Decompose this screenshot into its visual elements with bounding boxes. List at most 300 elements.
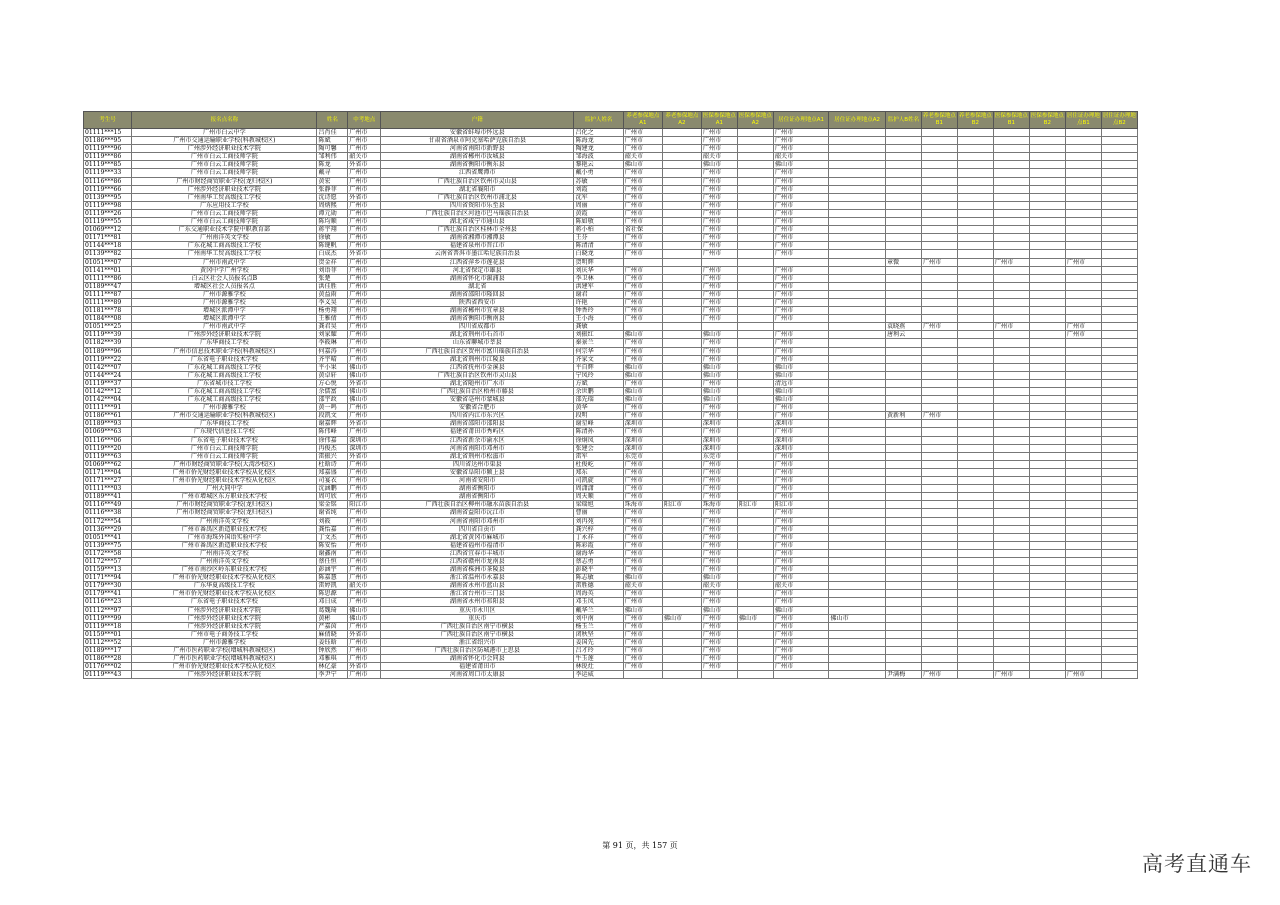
table-cell: 广州市侨光财经职业技术学校从化校区 — [132, 663, 317, 671]
table-cell: 广州市 — [701, 590, 737, 598]
table-cell: 广东华商技工学校 — [132, 339, 317, 347]
table-cell: 广州市 — [773, 549, 829, 557]
table-cell: 广州市 — [623, 177, 662, 185]
table-cell — [921, 638, 957, 646]
table-cell: 佛山市 — [348, 614, 381, 622]
table-cell — [921, 549, 957, 557]
table-cell — [829, 388, 886, 396]
table-cell: 01142***07 — [84, 363, 132, 371]
table-cell: 广州市 — [701, 298, 737, 306]
table-cell: 01189***41 — [84, 493, 132, 501]
table-cell: 广州市 — [348, 315, 381, 323]
table-cell — [662, 477, 701, 485]
table-cell — [662, 590, 701, 598]
table-cell: 广西壮族自治区钦州市灵山县 — [381, 371, 574, 379]
table-cell: 省社保 — [623, 226, 662, 234]
table-cell — [1029, 509, 1065, 517]
table-cell: 广东华商技工学校 — [132, 420, 317, 428]
table-cell: 外省市 — [348, 193, 381, 201]
table-cell — [829, 282, 886, 290]
table-cell: 周炳熙 — [317, 201, 348, 209]
table-cell: 佛山市 — [773, 396, 829, 404]
table-cell — [885, 622, 921, 630]
table-cell — [1101, 161, 1137, 169]
table-row — [84, 298, 1138, 306]
table-cell — [1101, 371, 1137, 379]
table-cell: 韶关市 — [623, 582, 662, 590]
table-cell: 广州市交通运输职业学校(科教城校区) — [132, 412, 317, 420]
table-cell: 福建省莆田市 — [381, 663, 574, 671]
table-cell: 广州市 — [773, 566, 829, 574]
table-cell — [921, 250, 957, 258]
table-cell — [662, 452, 701, 460]
table-row — [84, 145, 1138, 153]
table-cell: 广东省电子职业技术学校 — [132, 436, 317, 444]
table-cell: 李卫林 — [574, 274, 623, 282]
table-cell — [1065, 501, 1101, 509]
table-cell: 邓雅琪 — [317, 655, 348, 663]
table-cell — [885, 452, 921, 460]
table-cell — [1029, 655, 1065, 663]
table-cell: 广州市 — [773, 598, 829, 606]
table-cell — [921, 290, 957, 298]
table-cell: 段凯文 — [317, 412, 348, 420]
table-cell — [1065, 436, 1101, 444]
table-cell: 广州市番禺区新造职业技术学校 — [132, 541, 317, 549]
table-cell — [829, 533, 886, 541]
table-row — [84, 177, 1138, 185]
table-cell — [885, 266, 921, 274]
table-cell: 广州市 — [348, 226, 381, 234]
table-cell — [1029, 323, 1065, 331]
table-cell: 广州市 — [623, 404, 662, 412]
table-cell — [662, 647, 701, 655]
table-cell — [993, 347, 1029, 355]
table-cell: 广州市 — [773, 525, 829, 533]
table-row — [84, 274, 1138, 282]
table-cell — [662, 638, 701, 646]
table-cell: 01172***57 — [84, 557, 132, 565]
table-cell: 安徽省阜阳市颍上县 — [381, 468, 574, 476]
table-cell — [662, 428, 701, 436]
table-cell — [662, 258, 701, 266]
table-cell — [993, 298, 1029, 306]
table-cell: 广州市白云工商技师学院 — [132, 209, 317, 217]
table-cell — [737, 541, 773, 549]
column-header: 养老参保地点B2 — [957, 112, 993, 129]
table-cell: 江西省鹰潭市 — [381, 169, 574, 177]
table-cell: 谢星峰 — [574, 420, 623, 428]
table-cell — [1065, 363, 1101, 371]
table-cell — [662, 307, 701, 315]
column-header: 姓名 — [317, 112, 348, 129]
table-cell — [885, 234, 921, 242]
table-cell — [1029, 452, 1065, 460]
table-cell: 江西省新余市渝水区 — [381, 436, 574, 444]
table-cell — [993, 638, 1029, 646]
table-cell: 广州市 — [623, 590, 662, 598]
table-cell: 广州市 — [623, 242, 662, 250]
table-cell — [829, 242, 886, 250]
table-cell — [829, 396, 886, 404]
table-cell: 广州市 — [773, 428, 829, 436]
table-row — [84, 250, 1138, 258]
table-cell — [1029, 274, 1065, 282]
table-cell: 广州市 — [623, 549, 662, 557]
column-header: 居住证办理地点B1 — [1065, 112, 1101, 129]
table-cell: 广州市番禺区新造职业技术学校 — [132, 525, 317, 533]
table-cell: 广州市 — [773, 477, 829, 485]
table-cell — [885, 339, 921, 347]
table-cell — [921, 517, 957, 525]
table-cell — [1029, 258, 1065, 266]
table-cell — [957, 517, 993, 525]
table-cell: 佛山市 — [348, 388, 381, 396]
table-cell — [921, 606, 957, 614]
table-cell — [1065, 590, 1101, 598]
table-cell — [957, 201, 993, 209]
table-cell — [1065, 420, 1101, 428]
table-cell — [829, 622, 886, 630]
table-cell — [921, 153, 957, 161]
table-cell: 广州市 — [701, 477, 737, 485]
table-cell: 01111***91 — [84, 404, 132, 412]
table-cell — [885, 209, 921, 217]
table-cell: 广州市 — [773, 266, 829, 274]
table-cell — [1029, 161, 1065, 169]
table-cell: 广州市 — [773, 590, 829, 598]
table-cell: 刘冉苑 — [574, 517, 623, 525]
table-cell — [829, 630, 886, 638]
table-cell — [737, 428, 773, 436]
table-cell — [921, 234, 957, 242]
table-cell — [1065, 622, 1101, 630]
table-cell: 佛山市 — [701, 363, 737, 371]
table-cell: 广州市 — [701, 274, 737, 282]
table-cell — [829, 428, 886, 436]
table-cell — [662, 161, 701, 169]
table-cell: 章微 — [885, 258, 921, 266]
table-cell: 广州市 — [348, 323, 381, 331]
table-cell — [921, 590, 957, 598]
table-cell — [885, 598, 921, 606]
table-cell — [662, 274, 701, 282]
table-cell — [1101, 557, 1137, 565]
table-cell — [1065, 647, 1101, 655]
table-cell — [737, 177, 773, 185]
table-cell — [921, 630, 957, 638]
table-cell: 广州市 — [348, 347, 381, 355]
table-cell: 徐伟嘉 — [317, 436, 348, 444]
table-cell — [829, 234, 886, 242]
table-cell — [921, 201, 957, 209]
table-cell: 广州市 — [701, 234, 737, 242]
table-cell — [1029, 485, 1065, 493]
table-row — [84, 396, 1138, 404]
table-cell — [737, 218, 773, 226]
table-cell: 广州市 — [623, 355, 662, 363]
table-cell — [737, 460, 773, 468]
table-cell: 广州市 — [701, 622, 737, 630]
table-cell — [1065, 185, 1101, 193]
table-cell: 广州市 — [348, 549, 381, 557]
table-cell — [662, 129, 701, 137]
table-cell — [829, 209, 886, 217]
table-cell — [737, 606, 773, 614]
table-cell — [957, 671, 993, 679]
table-cell: 雷胜德 — [574, 582, 623, 590]
table-cell: 01116***49 — [84, 501, 132, 509]
table-cell — [885, 444, 921, 452]
table-row — [84, 428, 1138, 436]
table-cell — [1065, 298, 1101, 306]
table-cell — [1065, 315, 1101, 323]
table-cell — [1065, 266, 1101, 274]
table-cell — [885, 533, 921, 541]
table-cell — [1065, 242, 1101, 250]
table-cell — [1101, 315, 1137, 323]
table-cell — [885, 307, 921, 315]
table-cell — [1029, 582, 1065, 590]
table-cell: 广州市 — [348, 331, 381, 339]
table-cell: 邵先瑞 — [574, 396, 623, 404]
table-cell: 广州市 — [701, 266, 737, 274]
table-row — [84, 638, 1138, 646]
table-cell — [921, 209, 957, 217]
table-cell — [662, 460, 701, 468]
table-cell — [1029, 347, 1065, 355]
table-cell: 阳江市 — [773, 501, 829, 509]
watermark-logo: 高考直通车 — [1142, 852, 1252, 876]
table-cell: 重庆市 — [381, 614, 574, 622]
table-cell: 01112***97 — [84, 606, 132, 614]
table-cell: 01189***96 — [84, 347, 132, 355]
table-cell: 广州市 — [623, 638, 662, 646]
table-cell — [829, 169, 886, 177]
table-cell — [885, 404, 921, 412]
table-cell — [1065, 371, 1101, 379]
table-cell: 阳江市 — [662, 501, 701, 509]
table-cell — [885, 201, 921, 209]
table-cell — [921, 331, 957, 339]
table-cell — [662, 493, 701, 501]
table-cell — [885, 436, 921, 444]
table-cell — [1065, 169, 1101, 177]
table-cell: 01186***95 — [84, 137, 132, 145]
table-cell — [662, 541, 701, 549]
table-cell: 广州市 — [623, 493, 662, 501]
table-cell — [737, 242, 773, 250]
table-cell: 湖南省衡阳市衡南县 — [381, 315, 574, 323]
table-cell — [662, 250, 701, 258]
table-row — [84, 218, 1138, 226]
table-cell — [1101, 582, 1137, 590]
table-cell: 广州市 — [348, 590, 381, 598]
table-cell: 01119***55 — [84, 218, 132, 226]
table-cell — [1029, 315, 1065, 323]
table-cell — [921, 282, 957, 290]
table-cell: 广州市 — [623, 485, 662, 493]
table-cell — [662, 630, 701, 638]
table-cell — [885, 169, 921, 177]
table-cell — [829, 436, 886, 444]
table-cell — [1101, 298, 1137, 306]
table-cell — [737, 412, 773, 420]
table-cell — [957, 226, 993, 234]
table-cell: 四川省成都市 — [381, 323, 574, 331]
table-cell: 广州市 — [701, 517, 737, 525]
table-cell — [1065, 209, 1101, 217]
table-cell — [993, 161, 1029, 169]
table-cell — [993, 404, 1029, 412]
table-cell — [885, 460, 921, 468]
table-cell — [993, 557, 1029, 565]
table-cell — [1101, 363, 1137, 371]
table-cell: 广东交通职业技术学院中职教育部 — [132, 226, 317, 234]
table-row — [84, 323, 1138, 331]
table-cell: 广州市信息技术职业学校(科教城校区) — [132, 347, 317, 355]
table-body — [84, 129, 1138, 679]
table-cell — [829, 598, 886, 606]
table-cell: 01119***39 — [84, 331, 132, 339]
table-cell — [885, 274, 921, 282]
table-cell: 江西省宜春市丰城市 — [381, 549, 574, 557]
table-cell — [993, 185, 1029, 193]
table-cell — [1029, 638, 1065, 646]
table-cell — [885, 250, 921, 258]
table-cell: 唐利云 — [885, 331, 921, 339]
table-cell — [737, 266, 773, 274]
table-cell: 广州市 — [623, 218, 662, 226]
table-cell — [993, 493, 1029, 501]
table-cell — [957, 218, 993, 226]
table-cell: 佛山市 — [701, 574, 737, 582]
table-cell — [1029, 250, 1065, 258]
table-cell — [1065, 226, 1101, 234]
table-cell — [921, 226, 957, 234]
table-cell: 广州市 — [701, 468, 737, 476]
table-cell — [957, 460, 993, 468]
table-cell — [1101, 347, 1137, 355]
table-cell: 广州市 — [348, 201, 381, 209]
table-row — [84, 460, 1138, 468]
table-cell: 王芬 — [574, 234, 623, 242]
table-cell: 广州市 — [701, 614, 737, 622]
table-cell: 贺金祥 — [317, 258, 348, 266]
table-cell: 广州市 — [348, 517, 381, 525]
table-cell — [993, 274, 1029, 282]
table-cell — [957, 485, 993, 493]
column-header: 医保参保地点B1 — [993, 112, 1029, 129]
table-cell: 增城区派潭中学 — [132, 307, 317, 315]
table-cell — [829, 201, 886, 209]
table-cell: 01144***24 — [84, 371, 132, 379]
table-cell: 广州南华工贸高级技工学校 — [132, 250, 317, 258]
table-row — [84, 339, 1138, 347]
table-row — [84, 436, 1138, 444]
table-cell — [1101, 226, 1137, 234]
table-cell: 广州市 — [993, 671, 1029, 679]
table-cell: 佛山市 — [623, 606, 662, 614]
table-cell: 广州市 — [348, 145, 381, 153]
table-cell: 深圳市 — [623, 444, 662, 452]
table-cell: 广州市 — [701, 242, 737, 250]
table-cell — [662, 582, 701, 590]
table-cell: 张楚 — [317, 274, 348, 282]
table-cell: 广州市 — [1065, 671, 1101, 679]
table-cell — [1101, 185, 1137, 193]
table-cell — [957, 339, 993, 347]
table-cell — [993, 541, 1029, 549]
table-cell — [993, 371, 1029, 379]
table-cell — [662, 331, 701, 339]
table-cell: 黄彬 — [317, 614, 348, 622]
table-cell — [1029, 177, 1065, 185]
table-cell: 广东省城市技工学校 — [132, 379, 317, 387]
table-cell: 河南省南阳市邓州市 — [381, 444, 574, 452]
table-cell: 广州市 — [773, 493, 829, 501]
table-cell — [773, 323, 829, 331]
table-cell: 广西壮族自治区南宁市横县 — [381, 630, 574, 638]
table-cell — [1029, 477, 1065, 485]
table-row — [84, 647, 1138, 655]
table-cell: 何宗华 — [574, 347, 623, 355]
table-row — [84, 582, 1138, 590]
table-cell: 广州涉外经济职业技术学院 — [132, 185, 317, 193]
table-cell — [737, 388, 773, 396]
table-cell — [885, 663, 921, 671]
table-cell: 广州涉外经济职业技术学院 — [132, 614, 317, 622]
table-cell: 江西省赣州市龙南县 — [381, 557, 574, 565]
table-row — [84, 347, 1138, 355]
table-cell: 余儒富 — [317, 388, 348, 396]
table-cell: 广州市侨光财经职业技术学校从化校区 — [132, 574, 317, 582]
table-cell — [957, 436, 993, 444]
table-cell — [993, 428, 1029, 436]
table-row — [84, 234, 1138, 242]
table-row — [84, 137, 1138, 145]
table-cell — [921, 509, 957, 517]
table-cell — [957, 266, 993, 274]
table-cell — [662, 468, 701, 476]
table-cell — [921, 477, 957, 485]
table-cell: 深圳市 — [623, 420, 662, 428]
table-cell: 谢嘉辉 — [317, 420, 348, 428]
table-cell — [1029, 379, 1065, 387]
table-cell — [1101, 428, 1137, 436]
table-cell — [662, 379, 701, 387]
table-cell: 广州市海珠外国语实验中学 — [132, 533, 317, 541]
table-cell: 广州市 — [348, 266, 381, 274]
table-cell: 01142***12 — [84, 388, 132, 396]
table-cell: 陕西省西安市 — [381, 298, 574, 306]
table-cell: 湖南省郴州市汝城县 — [381, 153, 574, 161]
table-cell — [623, 671, 662, 679]
table-cell — [737, 258, 773, 266]
table-cell: 广州市 — [348, 460, 381, 468]
table-cell — [737, 161, 773, 169]
table-cell — [662, 282, 701, 290]
table-cell: 01189***93 — [84, 420, 132, 428]
table-cell — [1101, 460, 1137, 468]
table-cell — [662, 339, 701, 347]
table-cell — [993, 590, 1029, 598]
table-cell — [957, 331, 993, 339]
table-cell: 佛山市 — [348, 606, 381, 614]
table-cell — [737, 250, 773, 258]
table-cell — [662, 517, 701, 525]
table-cell — [993, 412, 1029, 420]
